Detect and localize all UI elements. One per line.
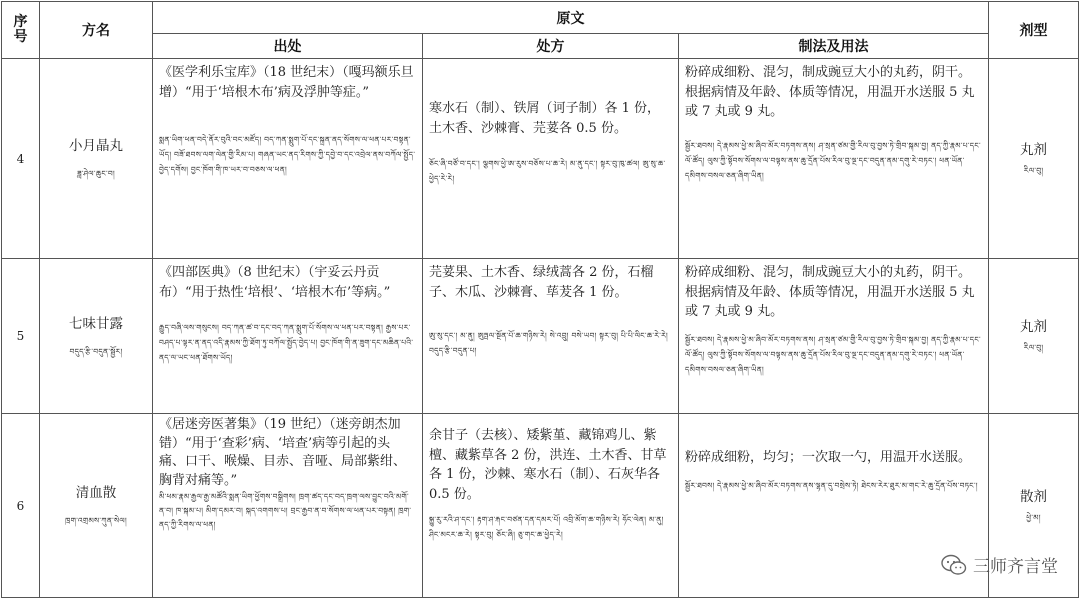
- method-cell: [679, 59, 989, 259]
- method-text-cn: 粉碎成细粉、混匀，制成豌豆大小的丸药，阴干。根据病情及年龄、体质等情况，用温开水送服 5 丸或 7 丸或 9 丸。: [685, 265, 975, 319]
- prescription-text-tib: སྐྱུ་རུ་རའི་ཤ་དང་། རྟག་ཤ་རྐང་བཙན་དན་དམར་པོ། འབྲི་མོག་ཆ་གཉིས་རེ། ཧོང་ལེན། མ་ནུ། ཤིང་མངར་ཆ་རེ། སྟར་བུ། ཅོང་ཞི། ཅུ་གང་ཆ་ཕྱེད་རེ།: [429, 515, 664, 539]
- method-text-cn: 粉碎成细粉、混匀，制成豌豆大小的丸药，阴干。根据病情及年龄、体质等情况，用温开水送服 5 丸或 7 丸或 9 丸。: [685, 65, 975, 119]
- method-text-tib: སྦྱོར་ཐབས། དེ་རྣམས་ཕྱེ་མ་ཞིབ་མོར་བཏགས་ནས། ཤ་སྲན་ཙམ་གྱི་རིལ་བུ་བྱས་ཏེ་གྲིབ་སྐམ་བྱ། ནད་ཀྱི་རྣམ་པ་དང་ལོ་ཚོད། ལུས་ཀྱི་སྟོབས་སོགས་ལ་བལྟས་ནས་ཆུ་དྲོན་པོས་རིལ་བུ་ལྔ་དང་བདུན་ནམ་དགུ་རེ་བཏང་། ཕན་ཡོན་དམིགས་བསལ་ཅན་ཞིག་ཡིན།: [685, 140, 981, 180]
- source-text-cn: 《四部医典》（8 世纪末）（宇妥云丹贡布）“用于热性‘培根’、‘培根木布’等病。”: [159, 265, 391, 300]
- method-cell: [679, 259, 989, 414]
- prescription-cell: [423, 259, 679, 414]
- source-text-cn: 《居迷旁医著集》（19 世纪）（迷旁朗杰加错）“用于‘查彩’病、‘培查’病等引起的头痛、口干、喉燥、目赤、音哑、局部紫绀、胸背对痛等。”: [159, 417, 407, 488]
- header-original: 原文: [153, 2, 989, 34]
- prescription-text-cn: 余甘子（去核）、矮紫堇、藏锦鸡儿、紫檀、藏紫草各 2 份，洪连、土木香、甘草各 1 份，沙棘、寒水石（制）、石灰华各 0.5 份。: [429, 428, 667, 502]
- header-name: 方名: [40, 2, 153, 59]
- header-seq: 序号: [2, 2, 40, 59]
- formula-name-cell: [40, 259, 153, 414]
- dosage-form-cell: [989, 259, 1079, 414]
- formula-name-tib: བདུད་རྩི་བདུན་སྦྱོར།: [69, 346, 123, 356]
- dosage-form-cn: 散剂: [1020, 488, 1048, 505]
- dosage-form-cell: [989, 59, 1079, 259]
- row-number: 4: [2, 59, 40, 259]
- prescription-text-tib: ཨུ་སུ་དང་། མ་ནུ། ཨུཏྤལ་སྔོན་པོ་ཆ་གཉིས་རེ། སེ་འབྲུ། བསེ་ཡབ། སྟར་བུ། པི་པི་ལིང་ཆ་རེ་རེ། བདུད་རྩི་བདུན་པ།: [429, 331, 669, 355]
- row-number: 5: [2, 259, 40, 414]
- prescription-text-cn: 寒水石（制）、铁屑（诃子制）各 1 份，土木香、沙棘膏、芫荽各 0.5 份。: [429, 101, 661, 136]
- dosage-form-cn: 丸剂: [1020, 141, 1048, 158]
- source-text-tib: སྨན་ཡིག་ཕན་བདེ་ནོར་བུའི་བང་མཛོད། བད་ཀན་སྨུག་པོ་དང་སྐྲན་ནད་སོགས་ལ་ཕན་པར་བསྟན་ཡོད། བཟོ་ཐབས་ལག་ལེན་གྱི་རིམ་པ། གཞན་ཡང་ནད་རིགས་ཀྱི་དབྱེ་བ་དང་འབྲེལ་ནས་བཀོལ་སྤྱོད་བྱེད་དགོས། བྱང་ཁོག་གི་ཁ་ཡར་བ་བཅས་ལ་ཕན།: [159, 135, 416, 174]
- method-text-cn: 粉碎成细粉，均匀；一次取一勺，用温开水送服。: [685, 450, 972, 465]
- formula-name-cell: [40, 414, 153, 598]
- herbal-formula-table: [1, 1, 1079, 598]
- table-row: [2, 414, 1079, 598]
- header-prescription: 处方: [423, 34, 679, 59]
- prescription-text-cn: 芫荽果、土木香、绿绒蒿各 2 份，石榴子、木瓜、沙棘膏、荜茇各 1 份。: [429, 265, 654, 300]
- source-cell: [153, 414, 423, 598]
- formula-name-tib: ཟླ་ཤེལ་ཆུང་བ།: [77, 169, 115, 178]
- row-number: 6: [2, 414, 40, 598]
- prescription-text-tib: ཅོང་ཞི་བཙོ་བ་དང་། ལྕགས་ཕྱེ་ཨ་རུས་བཅོས་པ་ཆ་རེ། མ་ནུ་དང་། སྟར་བུ་ཁུ་ཚལ། ཨུ་སུ་ཆ་ཕྱེད་རེ་རེ།: [429, 159, 666, 183]
- wechat-icon: [941, 554, 967, 576]
- prescription-cell: [423, 414, 679, 598]
- header-source: 出处: [153, 34, 423, 59]
- formula-name-cn: 清血散: [75, 485, 117, 501]
- formula-name-cn: 七味甘露: [69, 315, 123, 332]
- watermark-text: 三师齐言堂: [973, 557, 1058, 577]
- source-text-cn: 《医学利乐宝库》（18 世纪末）（嘎玛额乐旦增）“用于‘培根木布’病及浮肿等症。”: [159, 65, 414, 100]
- dosage-form-tib: རིལ་བུ།: [1023, 165, 1044, 175]
- formula-name-tib: ཁྲག་འགྲམས་ཀུན་སེལ།: [65, 516, 127, 525]
- dosage-form-tib: རིལ་བུ།: [1023, 343, 1044, 352]
- watermark: [941, 552, 1058, 577]
- table-row: [2, 259, 1079, 414]
- dosage-form-tib: ཕྱེ་མ།: [1026, 512, 1041, 522]
- source-cell: [153, 259, 423, 414]
- header-dosage-form: 剂型: [989, 2, 1079, 59]
- source-text-tib: རྒྱུད་བཞི་ལས་གསུངས། བད་ཀན་ཚ་བ་དང་བད་ཀན་སྨུག་པོ་སོགས་ལ་ཕན་པར་བསྟན། རྒྱས་པར་བཤད་པ་ལྟར་ན་ནད་འདི་རྣམས་ཀྱི་ཐོག་ཏུ་བཀོལ་སྤྱོད་བྱེད་པ། བྱང་ཁོག་གི་ན་ཟུག་དང་མཆིན་པའི་ནད་ལ་ཡང་ཕན་ཐོགས་ཡོད།: [159, 323, 414, 362]
- header-method: 制法及用法: [679, 34, 989, 59]
- source-text-tib: མི་ཕམ་རྣམ་རྒྱལ་རྒྱ་མཚོའི་སྨན་ཡིག་ཕྱོགས་བསྒྲིགས། ཁྲག་ཚད་དང་བད་ཁྲག་ལས་བྱུང་བའི་མགོ་ན་བ། ཁ་སྐམ་པ། མིག་དམར་བ། སྐད་འགགས་པ། བྲང་རྒྱབ་ན་བ་སོགས་ལ་ཕན་པར་བསྟན། ཁྲག་ནད་ཀྱི་རིགས་ལ་ཕན།: [159, 492, 412, 529]
- table-row: [2, 59, 1079, 259]
- formula-name-cn: 小月晶丸: [69, 138, 123, 154]
- method-text-tib: སྦྱོར་ཐབས། དེ་རྣམས་ཕྱེ་མ་ཞིབ་མོར་བཏགས་ནས། ཤ་སྲན་ཙམ་གྱི་རིལ་བུ་བྱས་ཏེ་གྲིབ་སྐམ་བྱ། ནད་ཀྱི་རྣམ་པ་དང་ལོ་ཚོད། ལུས་ཀྱི་སྟོབས་སོགས་ལ་བལྟས་ནས་ཆུ་དྲོན་པོས་རིལ་བུ་ལྔ་དང་བདུན་ནམ་དགུ་རེ་བཏང་། ཕན་ཡོན་དམིགས་བསལ་ཅན་ཞིག་ཡིན།: [685, 334, 981, 374]
- formula-name-cell: [40, 59, 153, 259]
- source-cell: [153, 59, 423, 259]
- prescription-cell: [423, 59, 679, 259]
- method-text-tib: སྦྱོར་ཐབས། དེ་རྣམས་ཕྱེ་མ་ཞིབ་མོར་བཏགས་ནས་ལྷན་དུ་བསྲེས་ཏེ། ཐེངས་རེར་ཐུར་མ་གང་རེ་ཆུ་དྲོན་པོས་བཏང་།: [685, 480, 978, 490]
- dosage-form-cn: 丸剂: [1020, 319, 1048, 335]
